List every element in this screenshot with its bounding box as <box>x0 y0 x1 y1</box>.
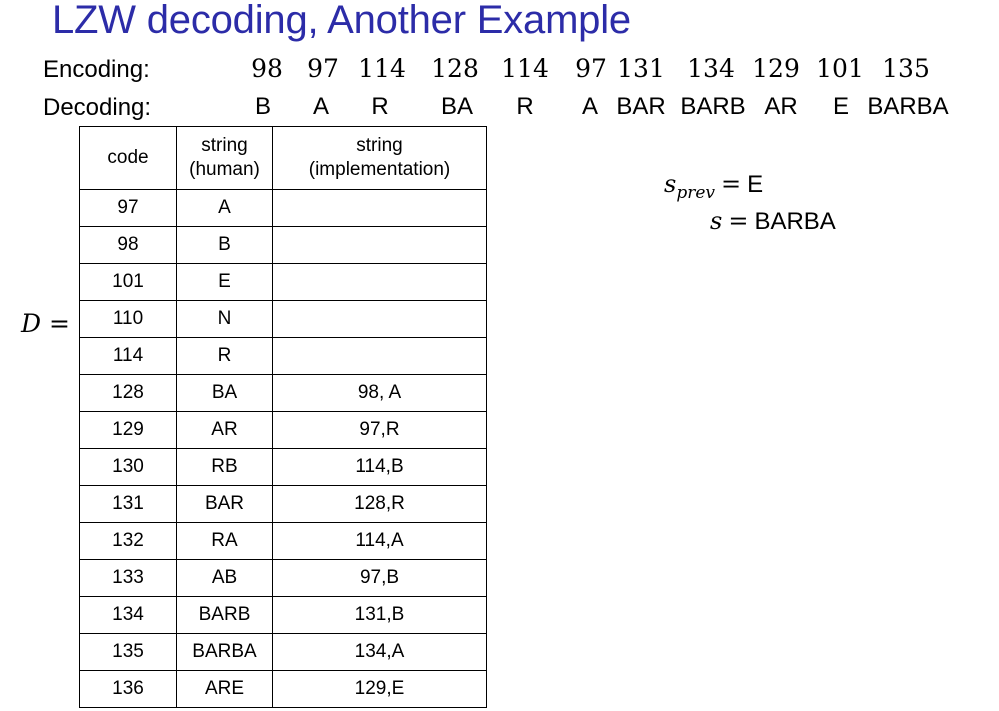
cell-string-implementation: 97,R <box>273 412 487 449</box>
encoding-token: 128 <box>431 54 479 83</box>
cell-string-human: ARE <box>177 671 273 708</box>
table-row <box>80 634 487 671</box>
cell-string-implementation <box>273 301 487 338</box>
header-string-human: string (human) <box>177 127 273 190</box>
cell-code: 97 <box>80 190 177 227</box>
cell-string-human: AB <box>177 560 273 597</box>
cell-string-human: R <box>177 338 273 375</box>
cell-code: 98 <box>80 227 177 264</box>
decoding-token: A <box>581 93 599 120</box>
dictionary-label <box>21 309 70 338</box>
cell-code: 114 <box>80 338 177 375</box>
header-string-implementation: string (implementation) <box>273 127 487 190</box>
table-row <box>80 523 487 560</box>
cell-code: 135 <box>80 634 177 671</box>
table-row <box>80 560 487 597</box>
table-row <box>80 264 487 301</box>
decoding-token: BA <box>440 93 474 120</box>
cell-string-human: AR <box>177 412 273 449</box>
cell-code: 129 <box>80 412 177 449</box>
cell-string-implementation <box>273 227 487 264</box>
cell-string-implementation <box>273 264 487 301</box>
cell-string-human: A <box>177 190 273 227</box>
cell-string-implementation: 129,E <box>273 671 487 708</box>
cell-string-human: BA <box>177 375 273 412</box>
encoding-label: Encoding: <box>43 56 150 83</box>
encoding-token: 97 <box>575 54 607 83</box>
encoding-token: 114 <box>358 54 406 83</box>
cell-string-implementation: 114,A <box>273 523 487 560</box>
cell-string-human: B <box>177 227 273 264</box>
cell-string-implementation: 128,R <box>273 486 487 523</box>
cell-string-human: RB <box>177 449 273 486</box>
cell-string-implementation <box>273 338 487 375</box>
cell-code: 130 <box>80 449 177 486</box>
table-row <box>80 486 487 523</box>
encoding-token: 135 <box>882 54 930 83</box>
decoding-token: BARB <box>680 93 746 120</box>
table-row <box>80 375 487 412</box>
table-row <box>80 449 487 486</box>
state-s: s = BARBA <box>710 207 836 235</box>
cell-code: 131 <box>80 486 177 523</box>
encoding-token: 129 <box>752 54 800 83</box>
encoding-token: 131 <box>617 54 665 83</box>
cell-string-human: BARB <box>177 597 273 634</box>
cell-string-implementation: 131,B <box>273 597 487 634</box>
decoding-token: AR <box>764 93 798 120</box>
decoding-token: A <box>312 93 330 120</box>
encoding-token: 114 <box>501 54 549 83</box>
state-sprev: $s_{prev} = E$ <box>664 170 764 203</box>
table-row <box>80 597 487 634</box>
cell-code: 136 <box>80 671 177 708</box>
cell-string-human: BARBA <box>177 634 273 671</box>
table-row <box>80 301 487 338</box>
s-value: BARBA <box>754 208 836 235</box>
encoding-token: 134 <box>687 54 735 83</box>
cell-string-implementation <box>273 190 487 227</box>
cell-string-human: E <box>177 264 273 301</box>
sprev-value: E <box>747 171 764 198</box>
decoding-token: BARBA <box>867 93 949 120</box>
table-row <box>80 190 487 227</box>
cell-string-implementation: 97,B <box>273 560 487 597</box>
cell-string-implementation: 114,B <box>273 449 487 486</box>
dictionary-equals: = <box>49 309 70 338</box>
encoding-token: 98 <box>251 54 283 83</box>
decoding-token: BAR <box>616 93 666 120</box>
encoding-token: 97 <box>307 54 339 83</box>
dictionary-table <box>79 126 487 708</box>
cell-code: 101 <box>80 264 177 301</box>
dictionary-var: D <box>21 309 42 338</box>
cell-string-implementation: 98, A <box>273 375 487 412</box>
cell-code: 128 <box>80 375 177 412</box>
table-row <box>80 671 487 708</box>
cell-code: 133 <box>80 560 177 597</box>
decoding-token: E <box>832 93 850 120</box>
cell-string-implementation: 134,A <box>273 634 487 671</box>
table-body <box>80 190 487 708</box>
encoding-token: 101 <box>816 54 864 83</box>
cell-code: 132 <box>80 523 177 560</box>
header-code: code <box>80 127 177 190</box>
decoding-token: R <box>371 93 389 120</box>
cell-string-human: BAR <box>177 486 273 523</box>
cell-string-human: N <box>177 301 273 338</box>
cell-code: 110 <box>80 301 177 338</box>
table-row <box>80 227 487 264</box>
table-row <box>80 412 487 449</box>
cell-string-human: RA <box>177 523 273 560</box>
decoding-token: B <box>254 93 272 120</box>
slide-title: LZW decoding, Another Example <box>52 0 631 42</box>
cell-code: 134 <box>80 597 177 634</box>
decoding-label: Decoding: <box>43 94 152 121</box>
table-header-row <box>80 127 487 190</box>
table-row <box>80 338 487 375</box>
decoding-token: R <box>516 93 534 120</box>
